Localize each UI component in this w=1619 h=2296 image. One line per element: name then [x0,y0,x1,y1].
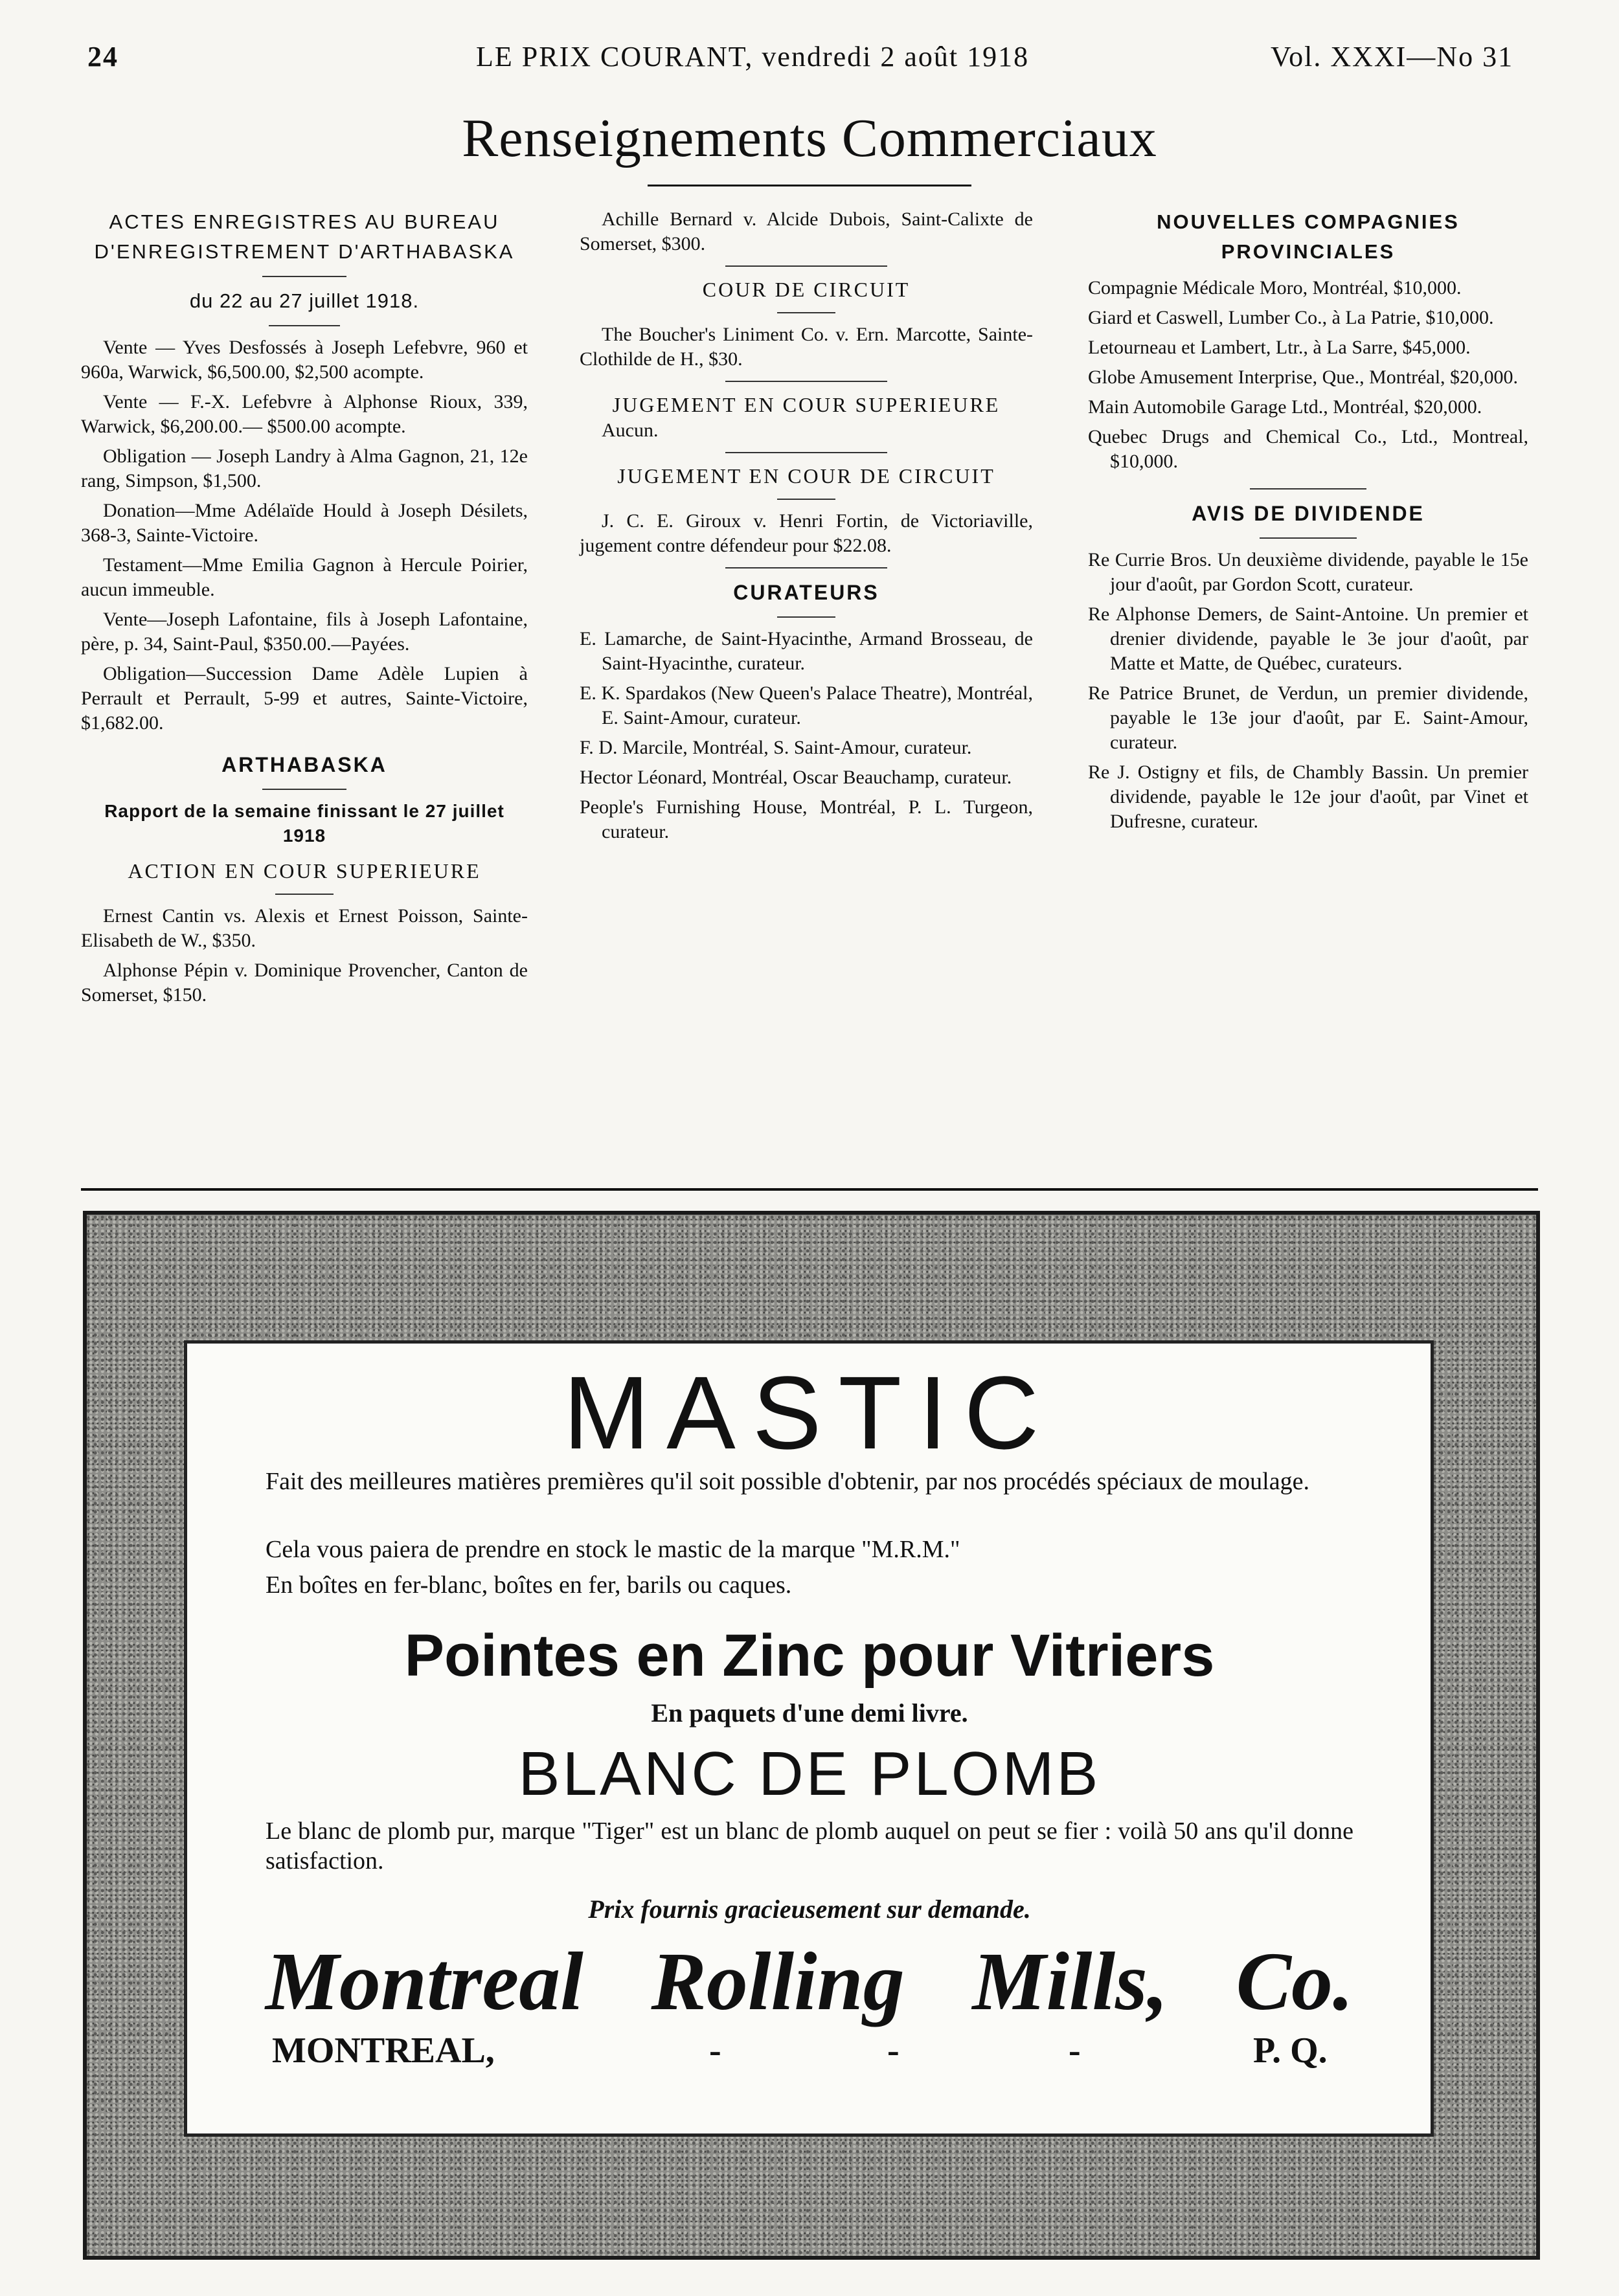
list-item: Obligation—Succession Dame Adèle Lupien à Perrault et Perrault, 5-99 et autres, Sainte-Victoire, $1,682.00. [81,663,528,734]
list-item: Globe Amusement Interprise, Que., Montréal, $20,000. [1088,366,1519,388]
list-item: Re Alphonse Demers, de Saint-Antoine. Un premier et drenier dividende, payable le 3e jour d'août, par Matte et Matte, de Québec, curateurs. [1088,603,1528,674]
page-title: Renseignements Commerciaux [462,108,1157,168]
divider [777,499,835,500]
ad-paragraph: En boîtes en fer-blanc, boîtes en fer, barils ou caques. [266,1571,792,1599]
divider [262,276,346,277]
ad-dash: - [709,2031,721,2071]
section-heading-actes: ACTES ENREGISTRES AU BUREAU D'ENREGISTREMENT D'ARTHABASKA [94,210,515,263]
list-item: Achille Bernard v. Alcide Dubois, Saint-Calixte de Somerset, $300. [580,208,1033,254]
divider [725,381,887,382]
section-heading-compagnies: NOUVELLES COMPAGNIES PROVINCIALES [1157,210,1460,263]
ad-paragraph: Cela vous paiera de prendre en stock le mastic de la marque "M.R.M." [266,1536,960,1563]
list-item: Quebec Drugs and Chemical Co., Ltd., Montreal, $10,000. [1088,426,1528,472]
list-item: Alphonse Pépin v. Dominique Provencher, Canton de Somerset, $150. [81,960,528,1006]
list-item: Vente — F.-X. Lefebvre à Alphonse Rioux, 339, Warwick, $6,200.00.— $500.00 acompte. [81,391,528,437]
section-divider [81,1188,1538,1191]
publication-header: LE PRIX COURANT, vendredi 2 août 1918 [476,41,1030,73]
ad-company-name: Montreal Rolling Mills, Co. [266,1935,1353,2027]
divider [777,312,835,313]
list-item: Re Currie Bros. Un deuxième dividende, payable le 15e jour d'août, par Gordon Scott, curateur. [1088,549,1528,595]
section-heading-curateurs: CURATEURS [733,581,879,604]
list-item: E. K. Spardakos (New Queen's Palace Theatre), Montréal, E. Saint-Amour, curateur. [580,682,1033,728]
divider [269,325,340,326]
ad-pointes-heading: Pointes en Zinc pour Vitriers [404,1623,1215,1689]
list-item: Hector Léonard, Montréal, Oscar Beauchamp, curateur. [580,767,1012,788]
list-item: J. C. E. Giroux v. Henri Fortin, de Victoriaville, jugement contre défendeur pour $22.08. [580,510,1033,556]
list-item: Obligation — Joseph Landry à Alma Gagnon, 21, 12e rang, Simpson, $1,500. [81,445,528,491]
column-cours [580,207,1033,850]
list-item: Re Patrice Brunet, de Verdun, un premier dividende, payable le 13e jour d'août, par E. Saint-Amour, curateur. [1088,682,1528,753]
divider [777,616,835,618]
list-item: Letourneau et Lambert, Ltr., à La Sarre, $45,000. [1088,337,1471,358]
title-divider [648,185,971,186]
list-item: Testament—Mme Emilia Gagnon à Hercule Poirier, aucun immeuble. [81,554,528,600]
list-item: Ernest Cantin vs. Alexis et Ernest Poisson, Sainte-Elisabeth de W., $350. [81,905,528,951]
column-actes [81,207,528,1013]
divider [262,789,346,790]
divider [725,265,887,267]
list-item: Compagnie Médicale Moro, Montréal, $10,000. [1088,277,1462,298]
list-item: The Boucher's Liniment Co. v. Ern. Marcotte, Sainte-Clothilde de H., $30. [580,324,1033,370]
page-number: 24 [87,41,119,73]
list-item: E. Lamarche, de Saint-Hyacinthe, Armand Brosseau, de Saint-Hyacinthe, curateur. [580,628,1033,674]
ad-blanc-heading: BLANC DE PLOMB [518,1739,1101,1808]
rapport-heading: Rapport de la semaine finissant le 27 juillet 1918 [104,801,504,846]
section-heading-action: ACTION EN COUR SUPERIEURE [128,859,481,883]
list-item: Aucun. [602,420,659,441]
section-heading-arthabaska: ARTHABASKA [221,753,387,776]
ad-dash: - [1069,2031,1081,2071]
divider [725,567,887,568]
list-item: People's Furnishing House, Montréal, P. L. Turgeon, curateur. [580,796,1033,842]
column-compagnies [1088,207,1528,839]
ad-paragraph: Le blanc de plomb pur, marque "Tiger" est un blanc de plomb auquel on peut se fier : voilà 50 ans qu'il donne satisfaction. [266,1818,1353,1874]
ad-city: MONTREAL, [272,2031,495,2071]
list-item: Donation—Mme Adélaïde Hould à Joseph Désilets, 368-3, Sainte-Victoire. [81,500,528,546]
ad-paragraph: Fait des meilleures matières premières qu'il soit possible d'obtenir, par nos procédés spéciaux de moulage. [266,1468,1309,1495]
ad-price-note: Prix fournis gracieusement sur demande. [588,1895,1031,1924]
divider [1260,537,1357,539]
divider [275,894,334,895]
divider [1250,488,1366,490]
list-item: Main Automobile Garage Ltd., Montréal, $20,000. [1088,396,1482,418]
section-heading-jugement-superieure: JUGEMENT EN COUR SUPERIEURE [612,393,1001,416]
list-item: F. D. Marcile, Montréal, S. Saint-Amour, curateur. [580,737,972,758]
list-item: Giard et Caswell, Lumber Co., à La Patrie, $10,000. [1088,307,1494,328]
list-item: Vente — Yves Desfossés à Joseph Lefebvre, 960 et 960a, Warwick, $6,500.00, $2,500 acompte. [81,337,528,383]
list-item: Re J. Ostigny et fils, de Chambly Bassin. Un premier dividende, payable le 12e jour d'août, par Vinet et Dufresne, curateur. [1088,761,1528,832]
ad-province: P. Q. [1253,2031,1328,2071]
section-heading-circuit: COUR DE CIRCUIT [702,278,911,301]
ad-subheading: En paquets d'une demi livre. [651,1698,968,1728]
ad-mastic-heading: MASTIC [563,1355,1056,1470]
section-heading-dividende: AVIS DE DIVIDENDE [1192,502,1425,525]
volume-number: Vol. XXXI—No 31 [1271,41,1514,73]
ad-dash: - [887,2031,900,2071]
list-item: Vente—Joseph Lafontaine, fils à Joseph Lafontaine, père, p. 34, Saint-Paul, $350.00.—Payées. [81,609,528,655]
divider [725,452,887,453]
section-heading-jugement-circuit: JUGEMENT EN COUR DE CIRCUIT [617,464,995,488]
dates-line: du 22 au 27 juillet 1918. [189,289,420,312]
